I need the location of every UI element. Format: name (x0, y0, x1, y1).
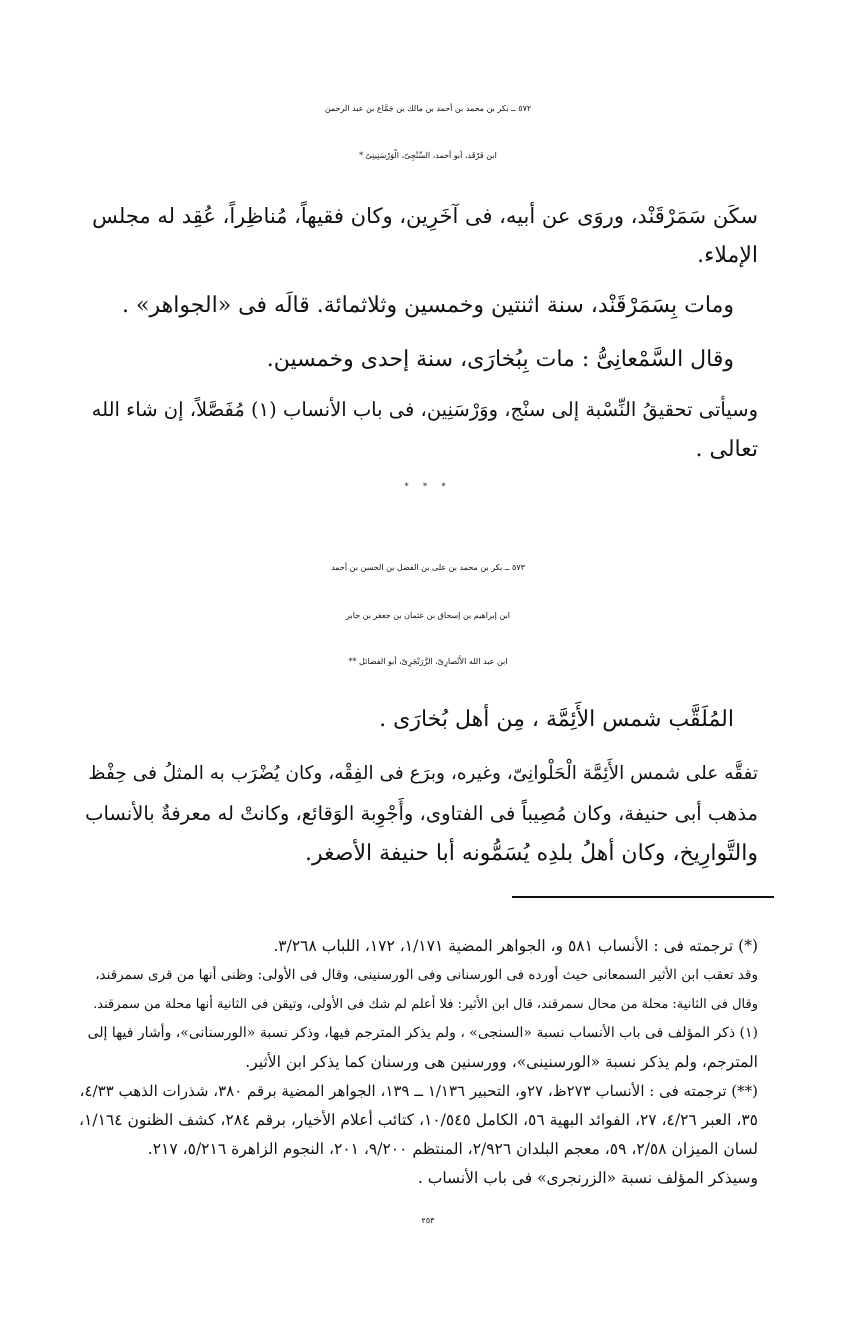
entry-572-paragraph-4-line-2: تعالى . (695, 437, 758, 462)
entry-572-heading-line-2: ابن فَرْقَد، أبو أحمد، السِّنْجِىّ، الْوَرْسَنِينِىّ * (359, 151, 497, 160)
footnote-line-4: (١) ذكر المؤلف فى باب الأنساب نسبة «السنجى» ، ولم يذكر المترجم فيها، وذكر نسبة «الورسنانى»، وأشار فيها إلى (87, 1025, 758, 1041)
entry-572-paragraph-1-line-2: الإملاء. (697, 243, 758, 268)
entry-573-heading-line-3: ابن عبد الله الأَنْصارِىّ، الزَّرَنْجَرِىّ، أبو الفضائل ** (348, 657, 508, 666)
entry-573-paragraph-2-line-2: مذهب أبى حنيفة، وكان مُصِيباً فى الفتاوى، وأَجْوِبة الوَقائع، وكانتْ له معرفةٌ بالأنساب (85, 802, 758, 825)
entry-572-heading-line-1: ٥٧٢ ــ بكر بن محمد بن أحمد بن مالك بن جَمَّاع بن عبد الرحمن (324, 104, 532, 113)
footnote-line-9: وسيذكر المؤلف نسبة «الزرنجرى» فى باب الأنساب . (417, 1169, 758, 1187)
page-number: ٢٥٣ (421, 1216, 435, 1225)
entry-572-paragraph-1-line-1: سكَن سَمَرْقَنْد، وروَى عن أبيه، فى آخَرِين، وكان فقيهاً، مُناظِراً، عُقِد له مجلس (92, 204, 758, 228)
entry-573-paragraph-2-line-3: والتَّوارِيخ، وكان أهلُ بلدِه يُسَمُّونه أبا حنيفة الأصغر. (305, 841, 758, 866)
footnote-line-5: المترجم، ولم يذكر نسبة «الورسنينى»، وورسنين هى ورسنان كما يذكر ابن الأثير. (245, 1053, 758, 1071)
footnote-line-6: (**) ترجمته فى : الأنساب ٢٧٣ظ، ٢٧و، التحبير ١/١٣٦ ــ ١٣٩، الجواهر المضية برقم ٣٨٠، شذرات الذهب ٤/٣٣، (79, 1082, 758, 1100)
entry-573-heading-line-1: ٥٧٣ ــ بكر بن محمد بن على بن الفضل بن الحسن بن أحمد (331, 563, 525, 572)
entry-573-paragraph-1: المُلَقَّب شمس الأَئِمَّة ، مِن أهل بُخارَى . (379, 707, 734, 732)
entry-572-paragraph-2: ومات بِسَمَرْقَنْد، سنة اثنتين وخمسين وثلاثمائة. قالَه فى «الجواهر» . (122, 293, 734, 318)
footnote-line-8: لسان الميزان ٢/٥٨، ٥٩، معجم البلدان ٢/٩٢٦، المنتظم ٩/٢٠٠، ٢٠١، النجوم الزاهرة ٥/٢١٦، ٢١٧. (147, 1140, 758, 1158)
entry-572-paragraph-4-line-1: وسيأتى تحقيقُ النِّسْبة إلى سنْج، ووَرْسَنِين، فى باب الأنساب (١) مُفَصَّلاً، إن شاء الله (91, 398, 758, 421)
section-separator: * * * (404, 482, 452, 491)
entry-573-heading-line-2: ابن إبراهيم بن إسحاق بن عثمان بن جعفر بن جابر (346, 611, 510, 620)
entry-572-paragraph-3: وقال السَّمْعانِىُّ : مات بِبُخارَى، سنة إحدى وخمسين. (266, 347, 734, 372)
footnote-line-1: (*) ترجمته فى : الأنساب ٥٨١ و، الجواهر المضية ١/١٧١، ١٧٢، اللباب ٣/٢٦٨. (273, 937, 758, 955)
footnote-line-7: ٣٥، العبر ٤/٢٦، ٢٧، الفوائد البهية ٥٦، الكامل ١٠/٥٤٥، كتائب أعلام الأخيار، برقم ٢٨٤، كشف الظنون ١/١٦٤، (79, 1111, 758, 1129)
footnote-line-3: وقال فى الثانية: محلة من محال سمرقند، قال ابن الأثير: فلا أعلم لم شك فى الأولى، وتيقن فى الثانية أنها محلة من سمرقند. (93, 997, 758, 1012)
footnote-separator-rule (512, 896, 774, 898)
entry-573-paragraph-2-line-1: تفقَّه على شمس الأَئِمَّة الْحَلْوانِىّ، وغيره، وبرَع فى الفِقْه، وكان يُضْرَب به المثلُ فى حِفْظ (88, 763, 758, 784)
footnote-line-2: وقد تعقب ابن الأثير السمعانى حيث أورده فى الورسنانى وفى الورسنينى، وقال فى الأولى: وظنى أنها من قرى سمرقند، (95, 967, 758, 983)
